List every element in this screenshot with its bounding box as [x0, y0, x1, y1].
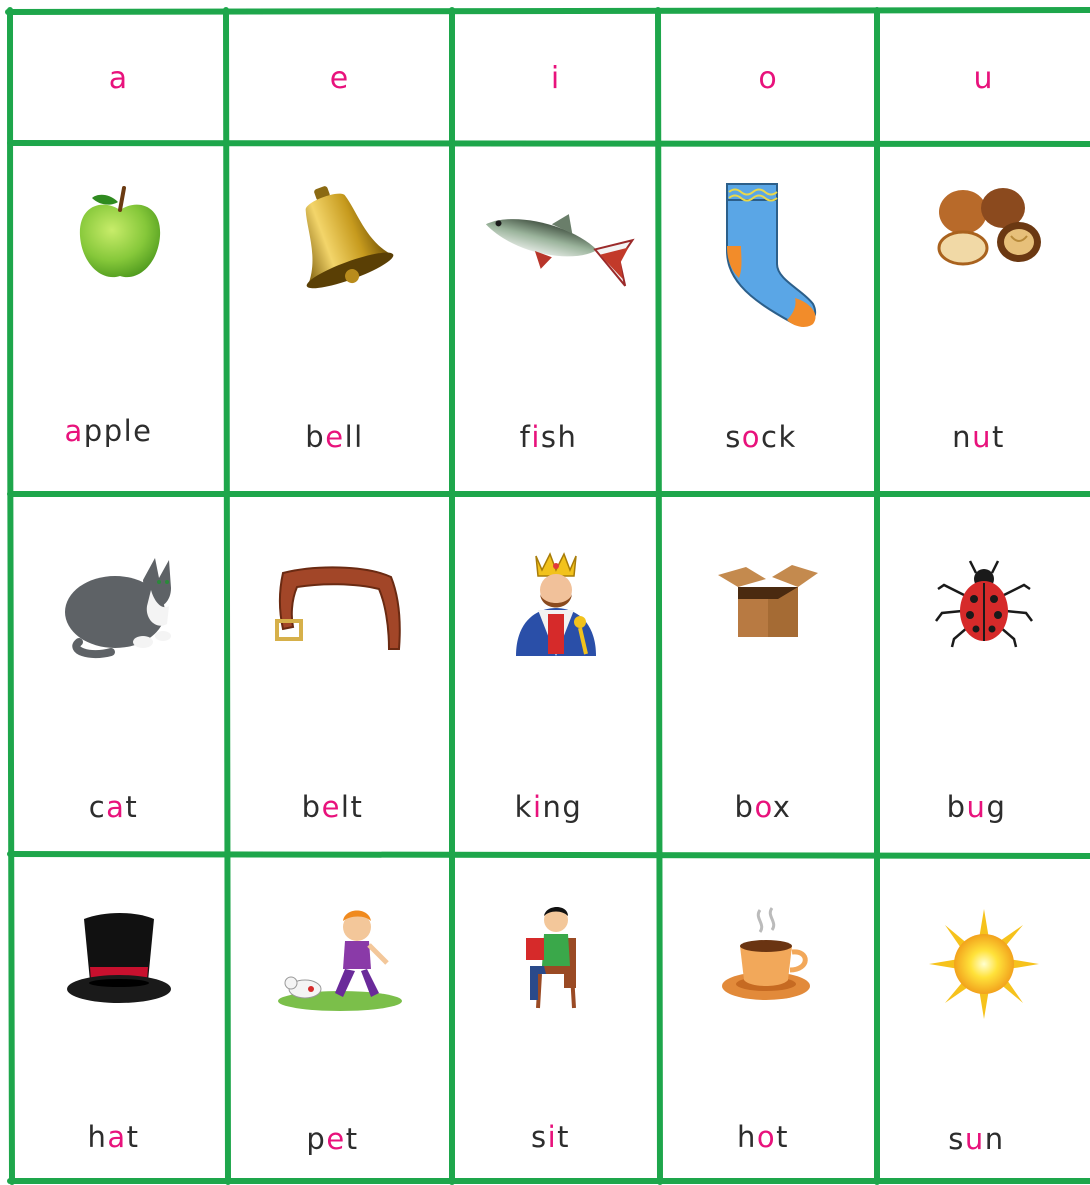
word-prefix: c: [88, 790, 107, 824]
word-suffix: ng: [542, 790, 583, 824]
word-cell-bug: [877, 494, 1090, 854]
word-label: [0, 1120, 227, 1154]
word-prefix: s: [948, 1122, 965, 1156]
word-suffix: t: [557, 1120, 571, 1154]
word-prefix: p: [306, 1122, 327, 1156]
word-label: [867, 420, 1090, 454]
word-vowel: a: [106, 790, 126, 824]
box-icon: [716, 563, 820, 643]
sit-icon: [516, 904, 596, 1014]
word-cell-box: [659, 494, 877, 854]
word-cell-hot: [659, 854, 877, 1179]
word-prefix: b: [946, 790, 967, 824]
word-prefix: k: [514, 790, 533, 824]
word-vowel: i: [531, 420, 541, 454]
cat-icon: [59, 550, 179, 660]
word-label: [213, 790, 452, 824]
fish-icon: [476, 204, 636, 294]
word-suffix: pple: [83, 414, 153, 448]
word-label: [438, 420, 659, 454]
word-prefix: h: [87, 1120, 108, 1154]
word-suffix: t: [126, 1120, 140, 1154]
word-suffix: n: [984, 1122, 1005, 1156]
word-label: [438, 790, 659, 824]
hot-icon: [720, 904, 816, 1004]
sun-icon: [929, 909, 1039, 1019]
word-vowel: a: [64, 414, 84, 448]
header-vowel: e: [329, 60, 350, 96]
word-prefix: n: [952, 420, 973, 454]
word-prefix: h: [736, 1120, 757, 1154]
nut-icon: [933, 184, 1045, 274]
header-vowel: a: [108, 60, 129, 96]
hat-icon: [64, 909, 174, 1009]
word-label: [863, 1122, 1090, 1156]
word-suffix: g: [986, 790, 1007, 824]
word-suffix: sh: [540, 420, 578, 454]
word-label: [442, 1120, 659, 1154]
word-prefix: s: [530, 1120, 548, 1154]
word-vowel: e: [326, 1122, 346, 1156]
word-vowel: i: [532, 790, 543, 824]
apple-icon: [72, 184, 168, 284]
word-label: [0, 414, 227, 448]
header-cell-i: [452, 12, 659, 144]
word-vowel: o: [741, 420, 762, 454]
word-suffix: t: [776, 1120, 789, 1154]
header-cell-a: [10, 12, 227, 144]
word-suffix: t: [991, 420, 1005, 454]
king-icon: [508, 550, 604, 660]
word-vowel: o: [756, 1120, 777, 1154]
word-label: [649, 790, 877, 824]
word-vowel: u: [966, 790, 987, 824]
bell-icon: [280, 180, 400, 300]
word-prefix: b: [734, 790, 755, 824]
word-vowel: e: [321, 790, 341, 824]
sock-icon: [713, 180, 823, 330]
word-cell-king: [452, 494, 659, 854]
word-cell-nut: [877, 144, 1090, 494]
word-cell-pet: [227, 854, 452, 1179]
word-prefix: b: [301, 790, 322, 824]
word-suffix: lt: [340, 790, 364, 824]
word-cell-sock: [659, 144, 877, 494]
bug-icon: [934, 555, 1034, 655]
word-prefix: b: [305, 420, 326, 454]
word-vowel: e: [325, 420, 345, 454]
word-cell-cat: [10, 494, 227, 854]
word-label: [863, 790, 1090, 824]
word-prefix: s: [725, 420, 742, 454]
word-suffix: t: [345, 1122, 359, 1156]
word-vowel: i: [547, 1120, 558, 1154]
header-vowel: o: [758, 60, 778, 96]
word-label: [649, 1120, 877, 1154]
word-prefix: f: [519, 420, 532, 454]
word-label: [0, 790, 227, 824]
word-label: [213, 1122, 452, 1156]
belt-icon: [275, 563, 405, 653]
header-cell-u: [877, 12, 1090, 144]
word-cell-sun: [877, 854, 1090, 1179]
word-cell-fish: [452, 144, 659, 494]
header-vowel: i: [550, 60, 561, 96]
word-label: [217, 420, 452, 454]
word-vowel: u: [964, 1122, 985, 1156]
word-cell-belt: [227, 494, 452, 854]
word-cell-hat: [10, 854, 227, 1179]
word-cell-sit: [452, 854, 659, 1179]
word-suffix: t: [125, 790, 139, 824]
word-suffix: ll: [344, 420, 364, 454]
pet-icon: [275, 905, 405, 1015]
word-label: [645, 420, 877, 454]
word-cell-bell: [227, 144, 452, 494]
word-suffix: x: [772, 790, 792, 824]
word-vowel: u: [972, 420, 992, 454]
word-suffix: ck: [761, 420, 797, 454]
word-vowel: o: [754, 790, 773, 824]
word-cell-apple: [10, 144, 227, 494]
header-cell-o: [659, 12, 877, 144]
word-vowel: a: [107, 1120, 127, 1154]
header-cell-e: [227, 12, 452, 144]
header-vowel: u: [973, 60, 994, 96]
